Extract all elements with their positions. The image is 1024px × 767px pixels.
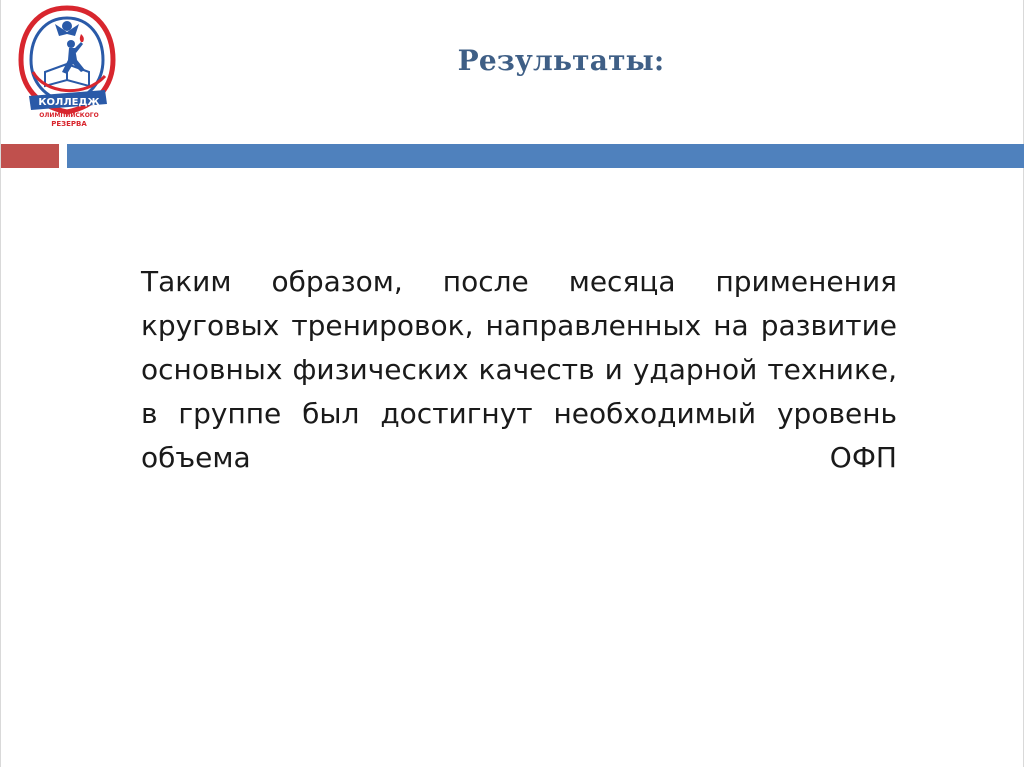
college-emblem-icon — [15, 2, 119, 130]
divider-accent-red — [1, 144, 59, 168]
divider-gap — [59, 144, 67, 168]
slide-title: Результаты: — [457, 44, 665, 77]
logo-line1: КОЛЛЕДЖ — [38, 97, 100, 108]
logo-line2: ОЛИМПИЙСКОГО — [39, 112, 99, 119]
logo-line3: РЕЗЕРВА — [51, 120, 87, 128]
divider-accent-blue — [67, 144, 1024, 168]
slide-body-text: Таким образом, после месяца применения круговых тренировок, направленных на развитие основных физических качеств и ударной технике, в группе был достигнут необходимый уровень объема ОФП — [141, 265, 897, 474]
